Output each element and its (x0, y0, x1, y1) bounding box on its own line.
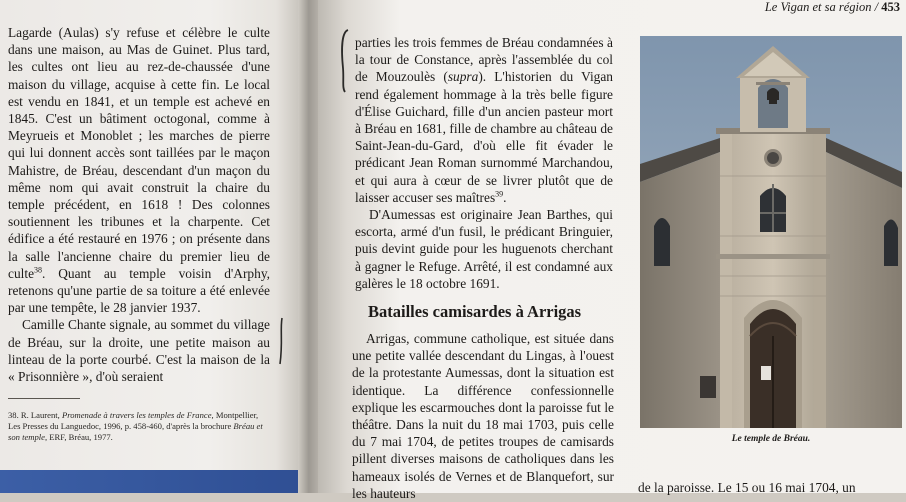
left-paragraph-2: Camille Chante signale, au sommet du village de Bréau, sur la droite, une petite maison au linteau de la porte courbé. C'est la maison de la « Prisonnière », d'où seraient (8, 317, 270, 385)
footnote-divider (8, 398, 80, 399)
page-number: 453 (881, 0, 900, 14)
temple-photo (640, 36, 902, 428)
right-paragraph-3: Arrigas, commune catholique, est située dans une petite vallée descendant du Lingas, à l'ouest de la protestante Aumessas, dont la situation est identique. La différence confessionnelle explique les escarmouches dont la paroisse fut le théâtre. Dans la nuit du 18 mai 1703, puis celle du 7 mai 1704, de petites troupes de camisards pillent diverses maisons de catholiques dans les hameaux isolés de Vernes et de Blanquefort, sur les hauteurs (352, 331, 614, 501)
margin-pencil-mark (276, 316, 286, 366)
left-page-body (8, 24, 270, 385)
right-page-body-2 (352, 330, 614, 502)
continued-text-line: de la paroisse. Le 15 ou 16 mai 1704, un (638, 480, 856, 495)
footnote-ref-38: 38 (34, 265, 43, 275)
section-heading: Batailles camisardes à Arrigas (368, 302, 582, 321)
bookmark-band (0, 470, 300, 493)
right-page-body (355, 34, 613, 292)
footnote-38: 38. R. Laurent, Promenade à travers les temples de France, Montpellier, Les Presses du Languedoc, 1996, p. 458-460, d'après la brochure Bréau et son temple, ERF, Bréau, 1977. (8, 410, 263, 442)
right-paragraph-1: parties les trois femmes de Bréau condamnées à la tour de Constance, après l'assemblée du col de Mouzoulès (supra). L'historien du Vigan rend également hommage à la très belle figure d'Élise Guichard, fille d'un ancien pasteur mort à Bréau en 1681, fille de chambre au château de Saint-Jean-du-Gard, d'où elle fit évader le prédicant Jean Roman surnommé Marchandou, et qui aura à cœur de se livrer plutôt que de laisser accuser ses maîtres$^{39}$. (355, 35, 613, 205)
margin-bracket-mark (336, 28, 352, 94)
running-header: Le Vigan et sa région / 453 (764, 0, 900, 14)
temple-illustration (640, 36, 902, 428)
photo-caption: Le temple de Bréau. (731, 434, 811, 444)
left-page (0, 0, 300, 493)
right-paragraph-2: D'Aumessas est originaire Jean Barthes, qui escorta, armé d'un fusil, le prédicant Bringuier, puis devint guide pour les huguenots cherchant à gagner le Refuge. Arrêté, il est condamné aux galères le 18 octobre 1691. (355, 207, 613, 291)
running-title: Le Vigan et sa région (764, 0, 872, 14)
left-paragraph-1: Lagarde (Aulas) s'y refuse et célèbre le culte dans une maison, au Mas de Guinet. Plus tard, les cultes ont lieu au rez-de-chaussée d'une maison du village, acquise à cette fin. Le local est vendu en 1841, et un temple est achevé en 1845. C'est un bâtiment octogonal, comme à Meyrueis et Monoblet ; les marches de pierre qui lui donnent accès sont taillées par le maçon Mahistre, de Bréau, descendant d'un maçon du même nom qui avait construit la chaire du temple précédent, en 1618 ! Des colonnes soutiennent les tribunes et la charpente. Cet édifice a été restauré en 1976 ; on présente dans la salle l'ancienne chaire du premier lieu de culte$^{38}$. Quant au temple voisin d'Arphy, retenons qu'une partie de sa toiture a été enlevée par une tempête, le 28 janvier 1937. (8, 25, 270, 316)
footnote-ref-39: 39 (495, 189, 504, 199)
